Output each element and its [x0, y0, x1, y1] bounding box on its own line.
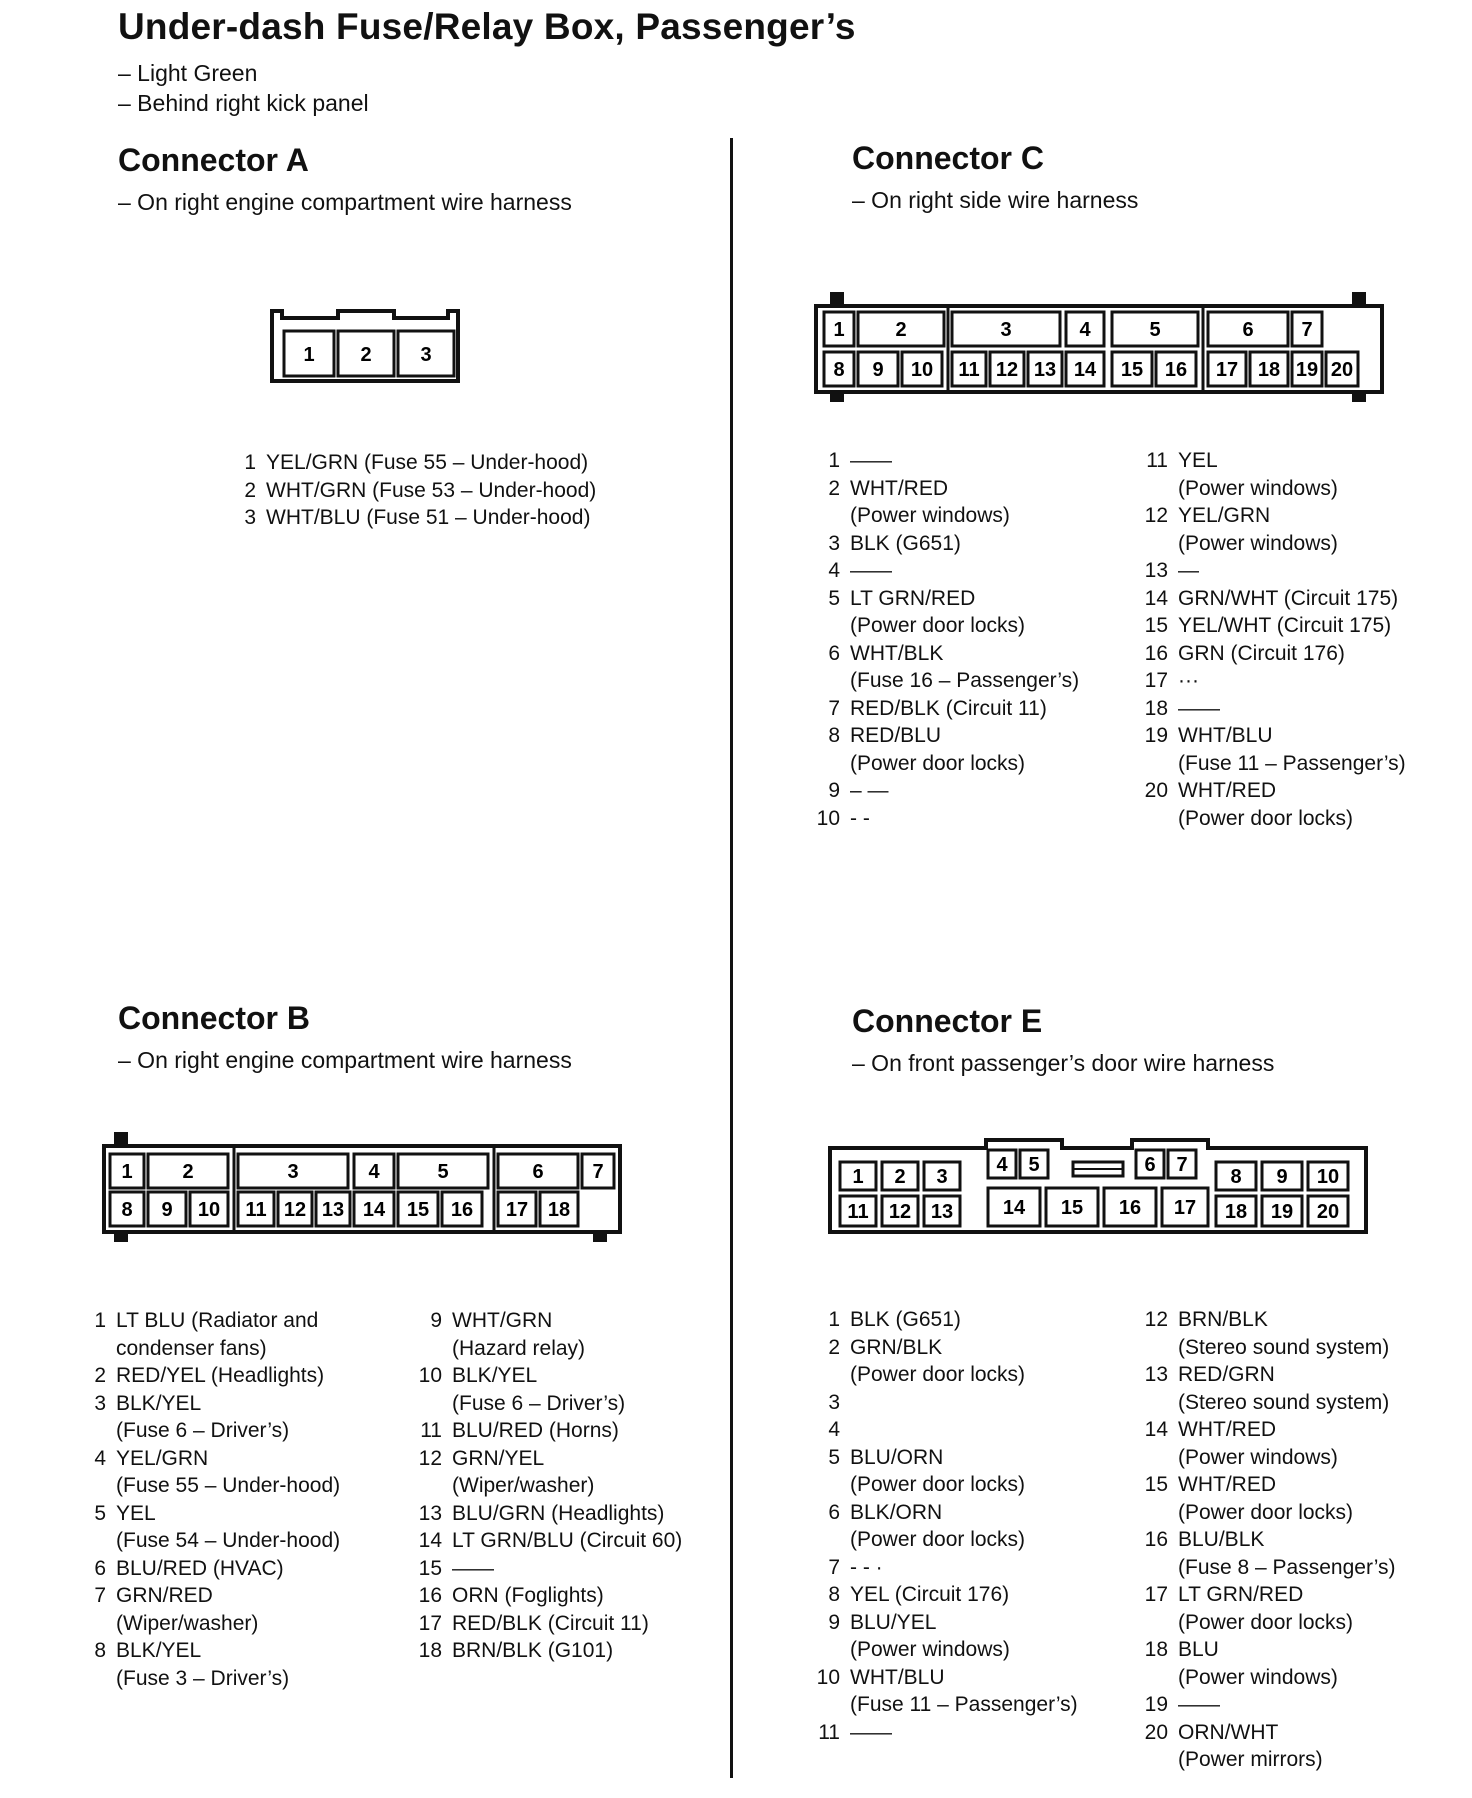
pin-number: 2 [828, 476, 840, 500]
pin-row [1134, 1361, 1396, 1416]
pin-row [1134, 1691, 1396, 1719]
cavity-label: 10 [910, 359, 934, 381]
pin-number: 19 [1144, 724, 1168, 747]
pin-wire: —— [452, 1556, 494, 1580]
cavity-label: 8 [1230, 1166, 1242, 1188]
pin-wire: LT GRN/RED (Power door locks) [1178, 1583, 1354, 1634]
pin-row [408, 1527, 682, 1555]
pin-row [84, 1555, 340, 1583]
cavity-label: 1 [121, 1161, 133, 1183]
cavity-label: 14 [362, 1199, 386, 1221]
cavity-label: 5 [1028, 1154, 1040, 1176]
cavity-label: 17 [505, 1199, 529, 1221]
pin-row [408, 1362, 682, 1417]
pin-wire: LT GRN/RED (Power door locks) [850, 586, 1026, 637]
cavity-label: 19 [1295, 359, 1319, 381]
cavity-label: 1 [833, 319, 845, 341]
cavity-label: 19 [1270, 1201, 1294, 1223]
pin-number: 9 [828, 1610, 840, 1634]
connector-e-diagram [826, 1136, 1372, 1236]
pin-row [1134, 777, 1406, 832]
pin-row [226, 477, 596, 505]
pin-number: 6 [94, 1556, 106, 1580]
cavity-label: 16 [450, 1199, 474, 1221]
cavity-label: 11 [245, 1199, 267, 1221]
pin-wire: BLU/ORN (Power door locks) [850, 1445, 1026, 1496]
pin-wire: YEL (Fuse 54 – Under-hood) [116, 1501, 341, 1552]
cavity-label: 11 [847, 1201, 869, 1223]
cavity-label: 13 [930, 1201, 954, 1223]
pin-row [84, 1637, 340, 1692]
cavity-label: 2 [894, 1166, 906, 1188]
cavity-label: 3 [936, 1166, 948, 1188]
cavity-label: 3 [287, 1161, 299, 1183]
pin-row [1134, 1526, 1396, 1581]
cavity-label: 13 [321, 1199, 345, 1221]
pin-number: 15 [1144, 614, 1168, 637]
pin-wire: —— [1178, 1693, 1220, 1716]
pin-number: 4 [94, 1446, 106, 1470]
pin-wire: BLU/RED (Horns) [452, 1419, 619, 1442]
pin-wire: BLU/RED (HVAC) [116, 1556, 284, 1580]
pin-wire: WHT/GRN (Fuse 53 – Under-hood) [266, 478, 597, 502]
pin-row [226, 504, 596, 532]
cavity-label: 18 [1224, 1201, 1248, 1223]
pin-number: 7 [94, 1584, 106, 1607]
pin-number: 13 [418, 1501, 442, 1525]
connector-b-subtitle: – On right engine compartment wire harness [118, 1047, 572, 1073]
cavity-label: 1 [303, 344, 315, 366]
pin-number: 6 [828, 1500, 840, 1524]
pin-row [806, 1306, 1078, 1334]
pin-wire: WHT/BLU (Fuse 51 – Under-hood) [266, 506, 591, 529]
pin-number: 1 [828, 449, 840, 472]
pin-row [1134, 667, 1406, 695]
pin-row [408, 1500, 682, 1528]
pin-row [408, 1307, 682, 1362]
pin-number: 10 [816, 1665, 840, 1689]
cavity-label: 17 [1173, 1197, 1197, 1219]
pin-row [84, 1445, 340, 1500]
pin-number: 5 [94, 1501, 106, 1525]
pin-number: 4 [828, 1418, 840, 1441]
pin-wire: —— [850, 559, 892, 582]
pin-wire: —— [850, 449, 892, 472]
connector-c-diagram [810, 292, 1390, 408]
pin-wire: —— [850, 1720, 892, 1744]
note-color: – Light Green [118, 60, 258, 86]
pin-row [84, 1582, 340, 1637]
cavity-label: 7 [1301, 319, 1313, 341]
pin-number: 2 [94, 1364, 106, 1387]
connector-b-diagram [96, 1132, 636, 1248]
pin-row [808, 557, 1079, 585]
pin-wire: BLK (G651) [850, 1308, 961, 1331]
connector-e-pins-right [1134, 1306, 1396, 1774]
pin-row [84, 1390, 340, 1445]
cavity-label: 5 [437, 1161, 449, 1183]
pin-wire: RED/BLU (Power door locks) [850, 724, 1026, 775]
pin-wire: BLK/YEL (Fuse 6 – Driver’s) [452, 1364, 626, 1415]
pin-row [408, 1445, 682, 1500]
cavity-label: 2 [895, 319, 907, 341]
pin-row [806, 1334, 1078, 1389]
pin-wire: WHT/RED (Power door locks) [1178, 779, 1354, 830]
cavity-label: 10 [197, 1199, 221, 1221]
pin-row [1134, 640, 1406, 668]
pin-row [806, 1719, 1078, 1747]
pin-number: 13 [1144, 559, 1168, 582]
pin-number: 18 [418, 1639, 442, 1662]
pin-wire: - - · [850, 1555, 883, 1579]
pin-wire: GRN/WHT (Circuit 175) [1178, 586, 1399, 610]
pin-number: 8 [94, 1639, 106, 1662]
pin-row [1134, 502, 1406, 557]
cavity-label: 6 [1144, 1154, 1156, 1176]
pin-wire: BLK/YEL (Fuse 6 – Driver’s) [116, 1391, 290, 1442]
pin-row [408, 1582, 682, 1610]
connector-c-pins-right [1134, 447, 1406, 832]
pin-row [1134, 1636, 1396, 1691]
cavity-label: 10 [1316, 1166, 1340, 1188]
connector-a-pins [226, 449, 596, 532]
cavity-label: 9 [1276, 1166, 1288, 1188]
pin-row [808, 640, 1079, 695]
cavity-label: 7 [592, 1161, 604, 1183]
cavity-label: 4 [996, 1154, 1008, 1176]
pin-number: 3 [94, 1391, 106, 1415]
pin-row [1134, 557, 1406, 585]
pin-row [808, 585, 1079, 640]
pin-row [808, 475, 1079, 530]
column-divider [730, 138, 733, 1778]
cavity-label: 15 [1060, 1197, 1084, 1219]
pin-row [806, 1416, 1078, 1444]
cavity-label: 5 [1149, 319, 1161, 341]
connector-e-title: Connector E [852, 1003, 1043, 1039]
cavity-label: 17 [1215, 359, 1239, 381]
cavity-label: 20 [1316, 1201, 1340, 1223]
pin-number: 12 [1144, 1308, 1168, 1331]
cavity-label: 12 [888, 1201, 912, 1223]
pin-row [808, 695, 1079, 723]
pin-wire: YEL/WHT (Circuit 175) [1178, 614, 1392, 637]
pin-number: 10 [816, 806, 840, 830]
pin-row [1134, 1416, 1396, 1471]
pin-number: 16 [418, 1584, 442, 1607]
pin-wire: WHT/RED (Power door locks) [1178, 1473, 1354, 1524]
pin-number: 15 [418, 1556, 442, 1580]
pin-wire: BLU/GRN (Headlights) [452, 1501, 665, 1525]
connector-b-pins-right [408, 1307, 682, 1665]
pin-row [806, 1581, 1078, 1609]
pin-wire: WHT/GRN (Hazard relay) [452, 1309, 586, 1360]
pin-row [408, 1610, 682, 1638]
cavity-label: 8 [833, 359, 845, 381]
pin-number: 7 [828, 1555, 840, 1579]
pin-number: 9 [828, 779, 840, 802]
pin-number: 1 [94, 1309, 106, 1332]
pin-wire: WHT/BLU (Fuse 11 – Passenger’s) [850, 1665, 1078, 1716]
pin-row [1134, 695, 1406, 723]
pin-row [1134, 722, 1406, 777]
pin-number: 2 [244, 478, 256, 502]
connector-a-subtitle: – On right engine compartment wire harness [118, 189, 572, 215]
pin-row [84, 1362, 340, 1390]
pin-wire: YEL (Circuit 176) [850, 1583, 1010, 1606]
pin-wire: RED/BLK (Circuit 11) [850, 696, 1047, 720]
pin-wire: GRN/YEL (Wiper/washer) [452, 1446, 595, 1497]
cavity-label: 14 [1002, 1197, 1026, 1219]
connector-a-title: Connector A [118, 142, 309, 178]
pin-number: 11 [818, 1720, 840, 1744]
pin-number: 14 [1144, 1418, 1168, 1441]
pin-number: 17 [1144, 1583, 1168, 1606]
cavity-label: 4 [368, 1161, 380, 1183]
pin-number: 3 [244, 506, 256, 529]
pin-wire: ORN/WHT (Power mirrors) [1178, 1720, 1323, 1771]
cavity-label: 3 [420, 344, 432, 366]
pin-number: 17 [1144, 669, 1168, 692]
pin-number: 4 [828, 559, 840, 582]
pin-number: 11 [1146, 449, 1168, 472]
pin-row [1134, 1471, 1396, 1526]
pin-number: 3 [828, 531, 840, 555]
pin-row [808, 722, 1079, 777]
connector-b-title: Connector B [118, 1000, 310, 1036]
pin-row [806, 1554, 1078, 1582]
cavity-label: 7 [1176, 1154, 1188, 1176]
pin-number: 20 [1144, 779, 1168, 802]
pin-row [84, 1500, 340, 1555]
pin-row [806, 1444, 1078, 1499]
connector-e-subtitle: – On front passenger’s door wire harness [852, 1050, 1275, 1076]
cavity-label: 16 [1164, 359, 1188, 381]
pin-number: 16 [1144, 641, 1168, 665]
pin-number: 5 [828, 586, 840, 610]
cavity-label: 16 [1118, 1197, 1142, 1219]
pin-number: 3 [828, 1390, 840, 1414]
pin-wire: YEL/GRN (Power windows) [1178, 504, 1338, 555]
connector-c-subtitle: – On right side wire harness [852, 187, 1139, 213]
pin-wire: BLU/BLK (Fuse 8 – Passenger’s) [1178, 1528, 1396, 1579]
pin-row [84, 1307, 340, 1362]
pin-row [1134, 585, 1406, 613]
pin-number: 10 [418, 1364, 442, 1387]
pin-wire: — [1178, 559, 1199, 582]
cavity-label: 20 [1330, 359, 1354, 381]
pin-wire: LT GRN/BLU (Circuit 60) [452, 1529, 683, 1552]
pin-number: 12 [1144, 504, 1168, 527]
pin-number: 12 [418, 1446, 442, 1470]
cavity-label: 11 [958, 359, 980, 381]
pin-wire: BLU (Power windows) [1178, 1638, 1338, 1689]
pin-row [808, 777, 1079, 805]
pin-wire: – — [850, 779, 889, 802]
pin-wire: BRN/BLK (G101) [452, 1639, 614, 1662]
pin-wire: WHT/RED (Power windows) [850, 476, 1010, 527]
pin-wire: BLU/YEL (Power windows) [850, 1610, 1010, 1661]
pin-number: 1 [244, 451, 256, 474]
cavity-label: 9 [161, 1199, 173, 1221]
pin-row [226, 449, 596, 477]
pin-number: 14 [1144, 586, 1168, 610]
pin-wire: YEL/GRN (Fuse 55 – Under-hood) [116, 1446, 341, 1497]
pin-number: 20 [1144, 1720, 1168, 1744]
header-notes [118, 58, 369, 118]
page-title: Under-dash Fuse/Relay Box, Passenger’s [118, 6, 856, 47]
pin-wire: RED/GRN (Stereo sound system) [1178, 1363, 1390, 1414]
cavity-label: 6 [1242, 319, 1254, 341]
cavity-label: 9 [872, 359, 884, 381]
connector-c-pins-left [808, 447, 1079, 832]
pin-row [1134, 612, 1406, 640]
cavity-label: 2 [182, 1161, 194, 1183]
pin-number: 18 [1144, 696, 1168, 720]
pin-wire: GRN/BLK (Power door locks) [850, 1335, 1026, 1386]
pin-wire: WHT/BLU (Fuse 11 – Passenger’s) [1178, 724, 1406, 775]
cavity-label: 3 [1000, 319, 1012, 341]
pin-wire: RED/BLK (Circuit 11) [452, 1611, 649, 1635]
pin-number: 16 [1144, 1528, 1168, 1551]
pin-number: 5 [828, 1445, 840, 1469]
pin-wire: WHT/RED (Power windows) [1178, 1418, 1338, 1469]
pin-row [808, 805, 1079, 833]
pin-row [408, 1637, 682, 1665]
pin-number: 19 [1144, 1693, 1168, 1716]
pin-wire: LT BLU (Radiator and condenser fans) [116, 1309, 319, 1360]
cavity-label: 12 [283, 1199, 307, 1221]
cavity-label: 6 [532, 1161, 544, 1183]
cavity-label: 8 [121, 1199, 133, 1221]
pin-row [1134, 1306, 1396, 1361]
pin-number: 15 [1144, 1473, 1168, 1496]
pin-wire: RED/YEL (Headlights) [116, 1364, 325, 1387]
connector-e-pins-left [806, 1306, 1078, 1746]
pin-row [408, 1555, 682, 1583]
pin-wire: BRN/BLK (Stereo sound system) [1178, 1308, 1390, 1359]
connector-c-title: Connector C [852, 140, 1044, 176]
pin-wire: —— [1178, 696, 1220, 720]
pin-row [408, 1417, 682, 1445]
note-location: – Behind right kick panel [118, 90, 369, 116]
pin-wire: YEL (Power windows) [1178, 449, 1338, 500]
pin-wire: GRN (Circuit 176) [1178, 641, 1345, 665]
pin-number: 8 [828, 724, 840, 747]
connector-a-diagram [268, 306, 468, 386]
pin-row [806, 1609, 1078, 1664]
cavity-label: 18 [1257, 359, 1281, 381]
pin-wire: GRN/RED (Wiper/washer) [116, 1584, 259, 1635]
cavity-label: 4 [1079, 319, 1091, 341]
pin-number: 18 [1144, 1638, 1168, 1661]
pin-wire: ORN (Foglights) [452, 1584, 604, 1607]
pin-row [1134, 447, 1406, 502]
pin-wire: BLK (G651) [850, 531, 961, 555]
pin-number: 8 [828, 1583, 840, 1606]
pin-number: 6 [828, 641, 840, 665]
cavity-label: 15 [1120, 359, 1144, 381]
pin-wire: BLK/ORN (Power door locks) [850, 1500, 1026, 1551]
pin-number: 2 [828, 1335, 840, 1359]
cavity-label: 12 [995, 359, 1019, 381]
pin-row [808, 530, 1079, 558]
pin-number: 7 [828, 696, 840, 720]
cavity-label: 2 [360, 344, 372, 366]
pin-wire: - - [850, 806, 870, 830]
pin-number: 13 [1144, 1363, 1168, 1386]
pin-row [1134, 1581, 1396, 1636]
connector-b-pins-left [84, 1307, 340, 1692]
cavity-label: 18 [547, 1199, 571, 1221]
pin-row [806, 1389, 1078, 1417]
cavity-label: 1 [852, 1166, 864, 1188]
pin-number: 14 [418, 1529, 442, 1552]
pin-row [806, 1499, 1078, 1554]
pin-row [808, 447, 1079, 475]
pin-number: 9 [430, 1309, 442, 1332]
pin-wire: YEL/GRN (Fuse 55 – Under-hood) [266, 451, 589, 474]
pin-wire: ··· [1178, 669, 1199, 692]
pin-wire: WHT/BLK (Fuse 16 – Passenger’s) [850, 641, 1080, 692]
cavity-label: 14 [1073, 359, 1097, 381]
cavity-label: 13 [1033, 359, 1057, 381]
pin-row [1134, 1719, 1396, 1774]
pin-row [806, 1664, 1078, 1719]
pin-number: 17 [418, 1611, 442, 1635]
pin-number: 1 [828, 1308, 840, 1331]
pin-number: 11 [420, 1419, 442, 1442]
pin-wire: BLK/YEL (Fuse 3 – Driver’s) [116, 1639, 290, 1690]
cavity-label: 15 [406, 1199, 430, 1221]
